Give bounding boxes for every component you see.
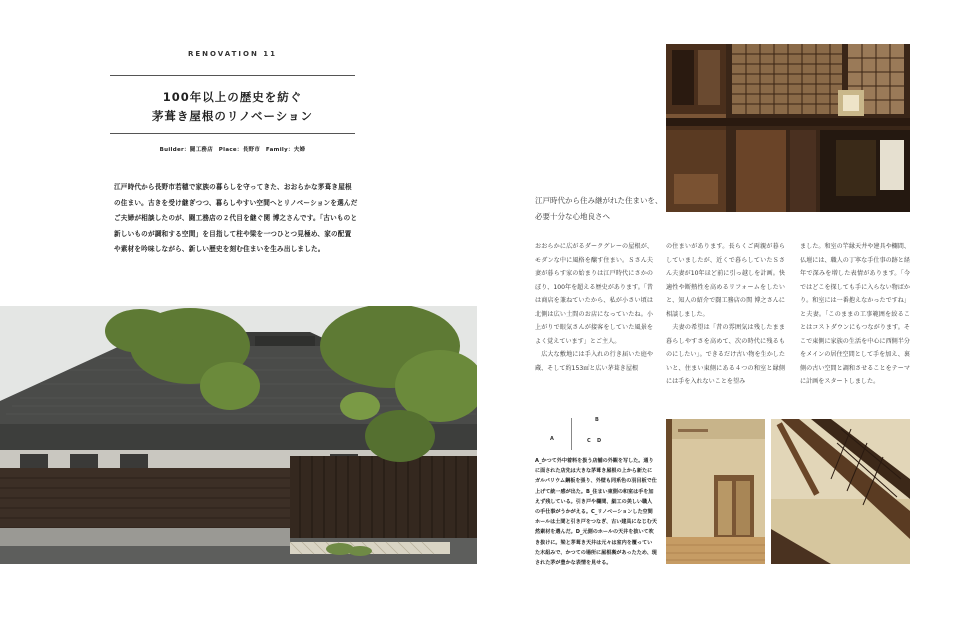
photo-caption: A_かつて外中着料を扱う店舗の外観を写した。通りに面された店先は大きな茅葺き屋根の上から新たにガルバリウム鋼板を張り、外壁も同系色の羽目板で仕上げて統一感が出た。B_住まい東側の和室は手を加えず残している。引き戸や欄間、細工の美しい職人の手仕事がうかがえる。C_リノベーションした空間ホールは土間と引き戸をつなぎ、古い建具になじむ天然素材を選んだ。D_元側のホールの天井を抜いて吹き抜けに。梁と茅葺き天井は元々は室内を覆っていた木組みで、かつての場所に屋根裏があったため、現された茅が豊かな表情を見せる。	[535, 458, 657, 567]
interior-photo-bottom-left	[666, 419, 765, 564]
interior-photo-bottom-right-graphic	[771, 419, 910, 564]
article-title	[110, 88, 355, 126]
body-column-2: の住まいがあります。長らくご両親が暮らしていましたが、近くで暮らしていたＳさん夫妻が10年ほど前に引っ越しを計画。快適性や断熱性を高めるリフォームをしたいと、知人の紹介で闘工務店の関 博之さんに相談しました。 夫妻の希望は「昔の雰囲気は残したまま暮らしやすさを高めて、次の時代に残るものにしたい」。できるだけ古い物を生かしたいと、住まい東側にある４つの和室と縁側には手を入れないことを望み	[666, 243, 785, 385]
title-line-2: 茅葺き屋根のリノベーション	[151, 109, 314, 123]
subhead-line-2: 必要十分な心地良さへ	[535, 212, 610, 221]
diagram-label-c: C	[587, 438, 591, 444]
floor-plan-diagram	[534, 416, 652, 458]
exterior-photo	[0, 306, 477, 564]
article-credit: Builder：闘工務店 Place：長野市 Family：夫婦	[159, 147, 306, 153]
body-column-3: ました。和室の竿縁天井や建具や欄間、仏壇には、職人の丁寧な手仕事の跡と経年で深みを増した表情があります。「今ではどこを探しても手に入らない物ばかり。和室には一番抱えなかったですね」と夫妻。「このままの工事範囲を絞ることはコストダウンにもつながります。そこで東側に家族の生活を中心に西側半分をメインの居住空間として手を加え、裏側の古い空間と調和させることをテーマに計画をスタートしました。	[800, 243, 910, 385]
title-bottom-rule	[110, 133, 355, 134]
body-column-1: おおらかに広がるダークグレーの屋根が、モダンな中に風格を醸す住まい。Ｓさん夫妻が暮らす家の始まりは江戸時代にさかのぼり、100年を超える歴史があります。「昔は商店を兼ねていたから、私が小さい頃は北側は広い土間のお店になっていたね。小上がりで眼気さんが接客をしていた風景をよく覚えています」とご主人。 広大な敷地には手入れの行き届いた庭や蔵、そして約153㎡と広い茅葺き屋根	[535, 243, 653, 372]
section-subhead	[535, 193, 665, 225]
diagram-label-b: B	[595, 417, 599, 423]
article-kicker: RENOVATION 11	[188, 50, 277, 58]
exterior-photo-graphic	[0, 306, 477, 564]
diagram-label-d: D	[597, 438, 602, 444]
title-top-rule	[110, 75, 355, 76]
interior-photo-bottom-left-graphic	[666, 419, 765, 564]
diagram-divider	[571, 418, 572, 450]
article-lead: 江戸時代から長野市若穂で家族の暮らしを守ってきた、おおらかな茅葺き屋根の住まい。古きを受け継ぎつつ、暮らしやすい空間へとリノベーションを選んだご夫婦が相談したのが、闘工務店の２代目を継ぐ関 博之さんです。「古いものと新しいものが調和する空間」を目指して柱や梁を一つひとつ見極め、家の配置や素材を吟味しながら、新しい歴史を刻む住まいを生み出しました。	[114, 183, 358, 254]
interior-photo-bottom-right	[771, 419, 910, 564]
title-line-1: 100年以上の歴史を紡ぐ	[162, 90, 303, 104]
subhead-line-1: 江戸時代から住み継がれた住まいを、	[535, 196, 663, 205]
diagram-label-a: A	[550, 436, 554, 442]
interior-photo-top	[666, 44, 910, 212]
interior-photo-top-graphic	[666, 44, 910, 212]
